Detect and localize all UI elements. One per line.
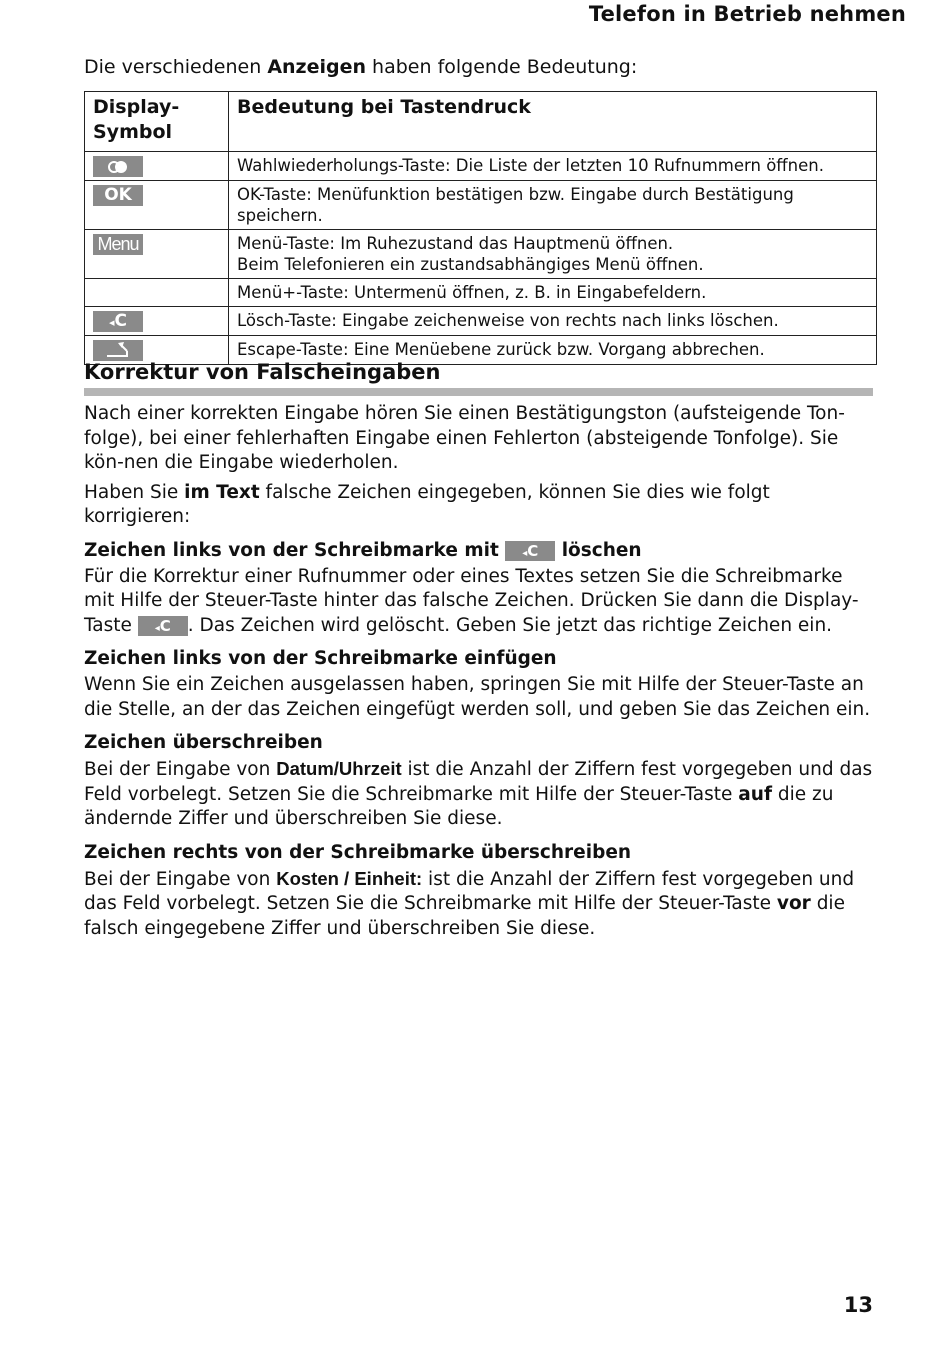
paragraph	[84, 867, 876, 942]
subheading: Zeichen überschreiben	[84, 732, 323, 753]
symbol-cell	[85, 181, 229, 230]
paragraph: Wenn Sie ein Zeichen ausgelassen haben, springen Sie mit Hilfe der Steuer-Taste an die Stelle, an der das Zeichen eingefügt werden soll, und geben Sie das Zeichen ein.	[84, 674, 871, 720]
meaning-cell	[229, 152, 877, 181]
bold-text: vor	[776, 893, 811, 914]
page-header-title: Telefon in Betrieb nehmen	[588, 2, 906, 26]
display-symbol-table	[84, 91, 877, 365]
col-header-symbol: Display- Symbol	[85, 92, 229, 152]
symbol-cell	[85, 152, 229, 181]
subheading: Zeichen links von der Schreibmarke einfügen	[84, 648, 557, 669]
text: löschen	[555, 539, 642, 561]
col-header-meaning: Bedeutung bei Tastendruck	[229, 92, 877, 152]
meaning-text: Lösch-Taste: Eingabe zeichenweise von rechts nach links löschen.	[237, 311, 779, 330]
meaning-text: Menü+-Taste: Untermenü öffnen, z. B. in Eingabefeldern.	[237, 283, 707, 302]
meaning-text: Wahlwiederholungs-Taste: Die Liste der letzten 10 Rufnummern öffnen.	[237, 156, 824, 175]
delete-key-icon: ◂C	[505, 541, 555, 561]
escape-icon	[93, 340, 143, 361]
subheading	[84, 539, 876, 563]
delete-key-label: C	[114, 311, 127, 331]
bold-text: im Text	[184, 481, 260, 503]
text: ist die Anzahl der Ziffern fest vorgegeben und das Feld vorbelegt. Setzen Sie die Schreibmarke mit Hilfe der Steuer-Taste	[84, 868, 855, 914]
section-rule	[84, 388, 873, 396]
text: die zu ändernde Ziffer und überschreiben Sie diese.	[84, 783, 834, 829]
meaning-text: Menü-Taste: Im Ruhezustand das Hauptmenü öffnen.	[237, 234, 674, 253]
table-row	[85, 181, 877, 230]
page-number: 13	[843, 1293, 873, 1317]
bold-text: auf	[738, 783, 772, 805]
delete-key-icon: ◂C	[138, 616, 188, 636]
text: Bei der Eingabe von	[84, 868, 277, 890]
intro-text	[84, 56, 637, 78]
ok-key-icon: OK	[93, 185, 143, 206]
meaning-cell	[229, 307, 877, 336]
text: Zeichen links von der Schreibmarke mit	[84, 539, 506, 561]
table-row	[85, 230, 877, 279]
text: ist die Anzahl der Ziffern fest vorgegeben und das Feld vorbelegt. Setzen Sie die Schreibmarke mit Hilfe der Steuer-Taste	[84, 759, 873, 805]
bold-text: Kosten / Einheit:	[276, 867, 423, 889]
text: die falsch eingegebene Ziffer und überschreiben Sie diese.	[84, 893, 845, 939]
intro-text-part: Die verschiedenen	[84, 56, 268, 78]
paragraph	[84, 757, 876, 832]
delete-key-icon: ◂C	[93, 311, 143, 332]
section-title: Korrektur von Falscheingaben	[84, 360, 441, 384]
text: falsche Zeichen eingegeben, können Sie dies wie folgt korrigieren:	[84, 481, 770, 527]
section-body	[84, 402, 876, 946]
symbol-cell	[85, 230, 229, 279]
subheading: Zeichen rechts von der Schreibmarke überschreiben	[84, 841, 632, 863]
symbol-cell	[85, 279, 229, 307]
paragraph: Nach einer korrekten Eingabe hören Sie einen Bestätigungston (aufsteigende Ton-folge), bei einer fehlerhaften Eingabe einen Fehlerton (absteigende Tonfolge). Sie kön-nen die Eingabe wiederholen.	[84, 403, 845, 473]
text: . Das Zeichen wird gelöscht. Geben Sie jetzt das richtige Zeichen ein.	[187, 614, 833, 636]
text: Bei der Eingabe von	[84, 759, 277, 780]
table-header-row	[85, 92, 877, 152]
table-row	[85, 279, 877, 307]
menu-key-icon: Menu	[93, 234, 143, 255]
meaning-cell	[229, 279, 877, 307]
meaning-text: OK-Taste: Menüfunktion bestätigen bzw. Eingabe durch Bestätigung speichern.	[237, 185, 794, 225]
text: Haben Sie	[84, 481, 185, 503]
table-row	[85, 152, 877, 181]
meaning-cell	[229, 181, 877, 230]
paragraph	[84, 565, 876, 639]
table-row	[85, 307, 877, 336]
bold-text: Datum/Uhrzeit	[276, 758, 402, 779]
meaning-cell	[229, 230, 877, 279]
paragraph	[84, 481, 876, 530]
meaning-text: Escape-Taste: Eine Menüebene zurück bzw. Vorgang abbrechen.	[237, 340, 765, 359]
text: Für die Korrektur einer Rufnummer oder eines Textes setzen Sie die Schreibmarke mit Hilfe der Steuer-Taste hinter das falsche Zeichen. Drücken Sie dann die Display-Taste	[84, 565, 859, 636]
meaning-text: Beim Telefonieren ein zustandsabhängiges Menü öffnen.	[237, 255, 704, 274]
redial-icon	[93, 156, 143, 177]
intro-bold: Anzeigen	[267, 56, 367, 78]
symbol-cell	[85, 307, 229, 336]
intro-text-part: haben folgende Bedeutung:	[366, 56, 638, 78]
